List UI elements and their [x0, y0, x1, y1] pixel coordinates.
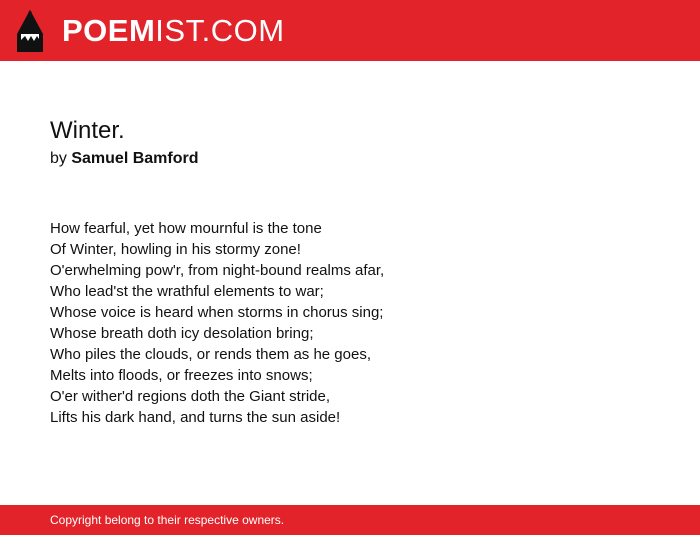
poem-line: O'er wither'd regions doth the Giant stride,	[50, 388, 331, 405]
poem-byline	[50, 148, 199, 170]
poem-body	[50, 218, 384, 428]
poem-line: Of Winter, howling in his stormy zone!	[50, 241, 301, 258]
poem-title: Winter.	[50, 117, 125, 144]
pencil-icon[interactable]	[17, 10, 43, 52]
logo-light-text: IST.COM	[155, 13, 285, 48]
copyright-notice: Copyright belong to their respective owners.	[50, 513, 285, 527]
author-name[interactable]: Samuel Bamford	[71, 150, 199, 167]
site-header	[0, 0, 700, 61]
logo-bold-text: POEM	[62, 13, 156, 48]
poem-line: Lifts his dark hand, and turns the sun aside!	[50, 409, 341, 426]
poem-line: Whose breath doth icy desolation bring;	[50, 325, 314, 342]
site-footer	[0, 505, 700, 535]
poem-line: Melts into floods, or freezes into snows;	[50, 367, 313, 384]
poem-line: How fearful, yet how mournful is the tone	[50, 220, 322, 237]
poem-line: O'erwhelming pow'r, from night-bound realms afar,	[50, 262, 385, 279]
poem-line: Who piles the clouds, or rends them as he goes,	[50, 346, 372, 363]
poem-line: Who lead'st the wrathful elements to war;	[50, 283, 324, 300]
poem-line: Whose voice is heard when storms in chorus sing;	[50, 304, 384, 321]
byline-prefix: by	[50, 150, 67, 167]
site-logo[interactable]	[62, 11, 285, 51]
